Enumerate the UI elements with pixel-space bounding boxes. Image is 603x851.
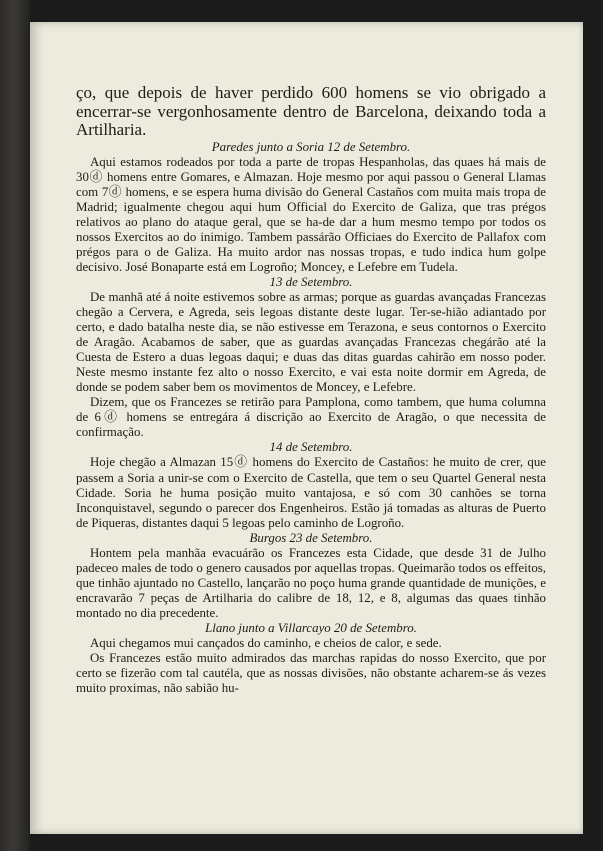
paragraph-llano: Aqui chegamos mui cançados do caminho, e cheios de calor, e sede. xyxy=(90,636,442,651)
dateline-14-setembro: 14 de Setembro. xyxy=(269,440,353,455)
paragraph-dizem: Dizem, que os Francezes se retirão para Pamplona, como tambem, que huma columna de 6ⓓ homens se entregára á discrição ao Exercito de Aragão, o que necessita de confirmação. xyxy=(76,395,546,440)
paragraph-burgos: Hontem pela manhãa evacuárão os Francezes esta Cidade, que desde 31 de Julho padeceo males de todo o genero causados por aquellas tropas. Queimarão todos os effeitos, que tinhão ajuntado no Castello, lançarão no poço huma grande quantidade de munições, e encravarão 7 peças de Artilharia do calibre de 18, 12, e 8, algumas das quaes tinhão montado no dia precedente. xyxy=(76,545,546,620)
paragraph-13-setembro: De manhã até á noite estivemos sobre as armas; porque as guardas avançadas Francezas chegão a Cervera, e Agreda, seis legoas distante deste lugar. Ter-se-hião adiantado por certo, e dado batalha neste dia, se não estivesse em Terazona, e seus contornos o Exercito de Aragão. Acabamos de saber, que as guardas avançadas Francezas chegárão até la Cuesta de Estero a duas legoas daqui; e duas das ditas guardas cahirão em nosso poder. Neste mesmo instante fez alto o nosso Exercito, e vai esta noite dormir em Agreda, de donde se podem saber bem os movimentos de Moncey, e Lefebre. xyxy=(76,289,546,395)
paragraph-paredes: Aqui estamos rodeados por toda a parte de tropas Hespanholas, das quaes há mais de 30ⓓ homens entre Gomares, e Almazan. Hoje mesmo por aqui passou o General Llamas com 7ⓓ homens, e se espera huma divisão do General Castaños com muita mais tropa de Madrid; igualmente chegou aqui hum Official do Exercito de Galiza, que tras prégos relativos ao plano do ataque geral, que se ha-de dar a hum mesmo tempo por todos os nossos Exercitos ao do inimigo. Tambem passárão Officiaes do Exercito de Pallafox com prégos para o de Galiza. Ha muito ardor nas nossas tropas, e tudo indica hum golpe decisivo. José Bonaparte está em Logroño; Moncey, e Lefebre em Tudela. xyxy=(76,154,546,274)
book-page xyxy=(30,22,583,834)
page-text-block xyxy=(76,84,546,696)
dateline-burgos: Burgos 23 de Setembro. xyxy=(249,530,373,545)
dateline-13-setembro: 13 de Setembro. xyxy=(269,274,353,289)
dateline-paredes: Paredes junto a Soria 12 de Setembro. xyxy=(211,139,411,154)
dateline-llano: Llano junto a Villarcayo 20 de Setembro. xyxy=(205,621,417,635)
paragraph-14-setembro: Hoje chegão a Almazan 15ⓓ homens do Exercito de Castaños: he muito de crer, que passem a Soria a unir-se com o Exercito de Castella, que tem o seu Quartel General nesta Cidade. Soria he huma posição muito vantajosa, e só com 30 canhões se torna Inconquistavel, segundo o parecer dos Engenheiros. Estão já tomadas as alturas de Puerto de Piqueras, distantes daqui 5 legoas pelo caminho de Logroño. xyxy=(76,455,546,530)
book-gutter xyxy=(0,0,30,851)
opening-paragraph: ço, que depois de haver perdido 600 homens se vio obrigado a encerrar-se vergonhosamente dentro de Barcelona, deixando toda a Artilharia. xyxy=(76,83,546,139)
paragraph-francezes: Os Francezes estão muito admirados das marchas rapidas do nosso Exercito, que por certo se fizerão com tal cautéla, que as nossas divisões, não obstante acharem-se ás vezes muito proximas, não sabião hu- xyxy=(76,651,546,696)
